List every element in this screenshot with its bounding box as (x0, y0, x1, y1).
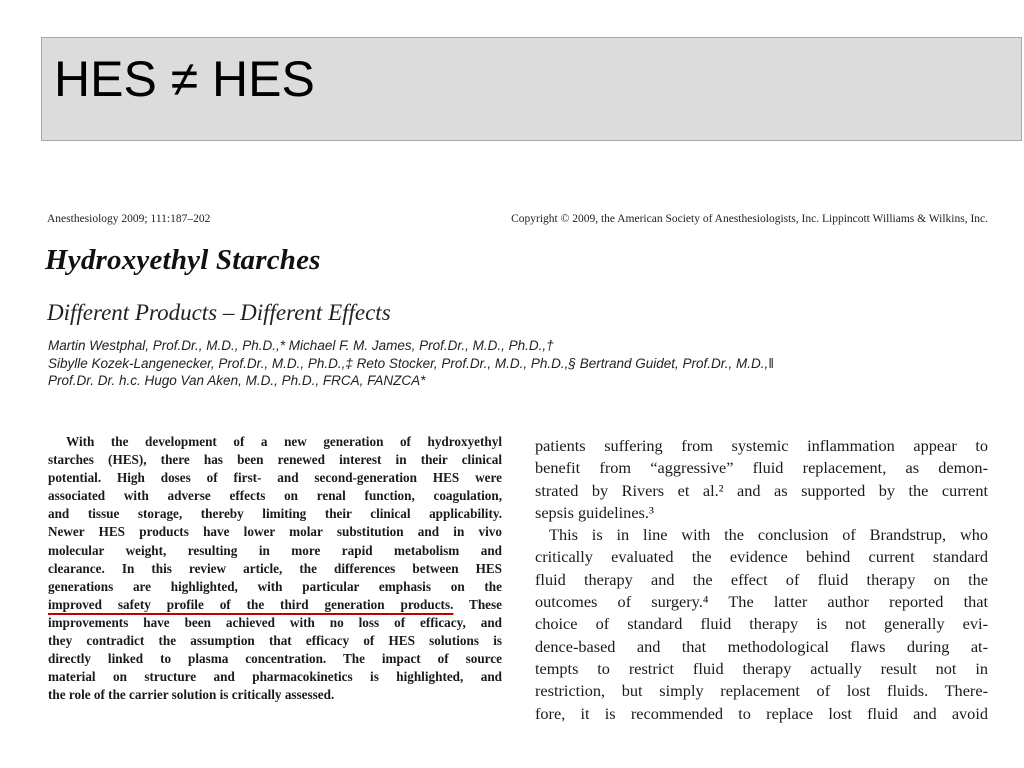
body-line: fluid therapy and the effect of fluid therapy on the (535, 569, 988, 589)
abstract-line: they contradict the assumption that efficacy of HES solutions is (48, 633, 502, 649)
abstract (48, 433, 502, 704)
abstract-line: generations are highlighted, with particular emphasis on the (48, 578, 502, 594)
body-line: strated by Rivers et al.² and as supported by the current (535, 480, 988, 500)
abstract-line: associated with adverse effects on renal function, coagulation, (48, 488, 502, 504)
abstract-line: Newer HES products have lower molar substitution and in vivo (48, 524, 502, 540)
body-line: critically evaluated the evidence behind current standard (535, 547, 988, 567)
slide-title-box (41, 37, 1022, 141)
body-line: restriction, but simply replacement of lost fluids. There- (535, 681, 988, 701)
paper-subtitle: Different Products – Different Effects (47, 300, 391, 325)
body-line: outcomes of surgery.⁴ The latter author reported that (535, 592, 988, 612)
author-line: Martin Westphal, Prof.Dr., M.D., Ph.D.,* Michael F. M. James, Prof.Dr., M.D., Ph.D.,† (48, 338, 554, 353)
body-line: dence-based and that methodological flaws during at- (535, 636, 988, 656)
slide-title: HES ≠ HES (54, 51, 315, 107)
body-text-column (535, 435, 988, 725)
abstract-highlight-line (48, 596, 502, 614)
abstract-line: With the development of a new generation of hydroxyethyl (66, 434, 502, 449)
journal-citation: Anesthesiology 2009; 111:187–202 (47, 213, 211, 225)
body-line: patients suffering from systemic inflammation appear to (535, 436, 988, 455)
body-line: sepsis guidelines.³ (535, 502, 654, 522)
body-line: fore, it is recommended to replace lost fluid and avoid (535, 703, 988, 723)
abstract-line: potential. High doses of first- and second-generation HES were (48, 470, 502, 486)
abstract-line: the role of the carrier solution is critically assessed. (48, 687, 335, 703)
body-line: This is in line with the conclusion of Brandstrup, who (549, 525, 988, 545)
abstract-line: molecular weight, resulting in more rapid metabolism and (48, 542, 502, 558)
abstract-line: material on structure and pharmacokinetics is highlighted, and (48, 669, 502, 685)
body-line: benefit from “aggressive” fluid replacement, as demon- (535, 458, 988, 478)
copyright-notice: Copyright © 2009, the American Society of Anesthesiologists, Inc. Lippincott Williams & Wilkins, Inc. (511, 213, 988, 225)
author-line: Sibylle Kozek-Langenecker, Prof.Dr., M.D., Ph.D.,‡ Reto Stocker, Prof.Dr., M.D., Ph.D.,§ Bertrand Guidet, Prof.Dr., M.D.,‖ (48, 355, 774, 371)
paper-title: Hydroxyethyl Starches (45, 244, 321, 276)
body-line: choice of standard fluid therapy is not generally evi- (535, 614, 988, 634)
body-line: tempts to restrict fluid therapy actually result not in (535, 658, 988, 678)
abstract-line: starches (HES), there has been renewed interest in their clinical (48, 452, 502, 468)
highlighted-phrase: improved safety profile of the third generation products. (48, 596, 454, 612)
abstract-line: clearance. In this review article, the differences between HES (48, 560, 502, 576)
author-line: Prof.Dr. Dr. h.c. Hugo Van Aken, M.D., Ph.D., FRCA, FANZCA* (48, 373, 426, 388)
abstract-highlight-tail: These (453, 596, 502, 612)
abstract-line: directly linked to plasma concentration. The impact of source (48, 651, 502, 667)
abstract-line: improvements have been achieved with no loss of efficacy, and (48, 614, 502, 630)
author-list (48, 337, 998, 390)
abstract-line: and tissue storage, thereby limiting their clinical applicability. (48, 506, 502, 522)
